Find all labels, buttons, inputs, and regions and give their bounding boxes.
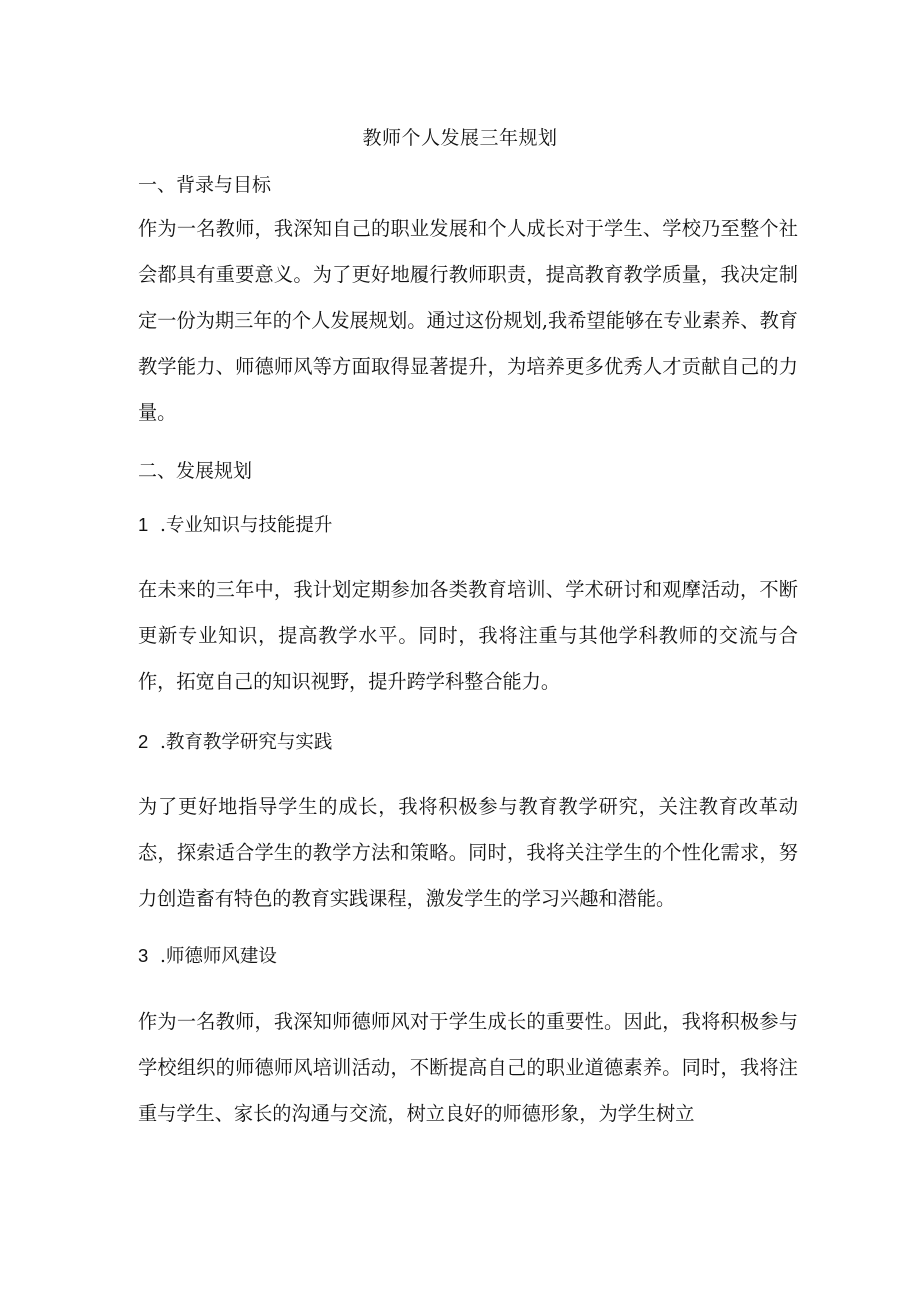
document-title: 教师个人发展三年规划 xyxy=(362,127,558,149)
plan-item-paragraph-1: 在未来的三年中，我计划定期参加各类教育培训、学术研讨和观摩活动，不断更新专业知识，提高教学水平。同时，我将注重与其他学科教师的交流与合作，拓宽自己的知识视野，提升跨学科整合能力。 xyxy=(138,578,798,693)
plan-item-paragraph-2: 为了更好地指导学生的成长，我将积极参与教育教学研究，关注教育改革动态，探索适合学生的教学方法和策略。同时，我将关注学生的个性化需求，努力创造畜有特色的教育实践课程，激发学生的学习兴趣和潜能。 xyxy=(138,795,798,910)
plan-item-paragraph-3: 作为一名教师，我深知师德师风对于学生成长的重要性。因此，我将积极参与学校组织的师德师风培训活动，不断提高自己的职业道德素养。同时，我将注重与学生、家长的沟通与交流，树立良好的师德形象，为学生树立 xyxy=(138,1010,798,1125)
plan-item-title: .师德师风建设 xyxy=(160,946,277,967)
plan-item-title: .教育教学研究与实践 xyxy=(160,732,333,753)
plan-item-number: 2 xyxy=(138,731,149,752)
plan-item-number: 3 xyxy=(138,945,149,966)
section-heading-background: 一、背录与目标 xyxy=(138,174,272,196)
plan-item-title: .专业知识与技能提升 xyxy=(160,515,333,536)
plan-item-number: 1 xyxy=(138,514,149,535)
plan-item-heading-1 xyxy=(138,511,332,540)
section-paragraph-background: 作为一名教师，我深知自己的职业发展和个人成长对于学生、学校乃至整个社会都具有重要意义。为了更好地履行教师职责，提高教育教学质量，我决定制定一份为期三年的个人发展规划。通过这份规划,我希望能够在专业素养、教育教学能力、师德师风等方面取得显著提升，为培养更多优秀人才贡献自己的力量。 xyxy=(138,217,798,424)
section-heading-plan: 二、发展规划 xyxy=(138,460,253,482)
plan-item-heading-3 xyxy=(138,942,277,971)
plan-item-heading-2 xyxy=(138,728,332,757)
